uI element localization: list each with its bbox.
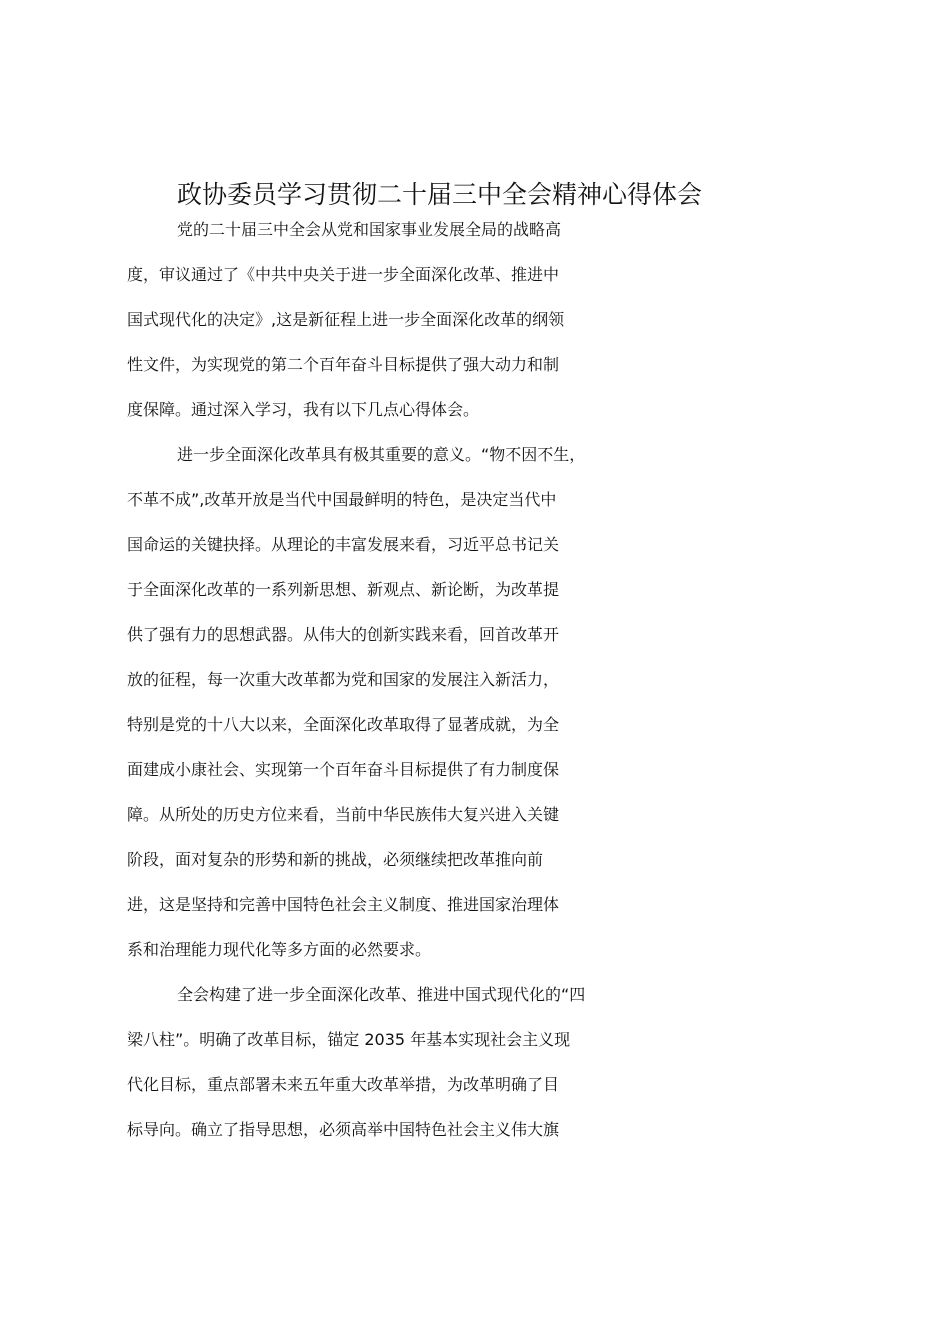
text-line: 系和治理能力现代化等多方面的必然要求。 [127, 940, 432, 959]
text-line: 国式现代化的决定》,这是新征程上进一步全面深化改革的纲领 [127, 310, 565, 329]
paragraph-3 [127, 982, 827, 1162]
text-line: 于全面深化改革的一系列新思想、新观点、新论断，为改革提 [127, 580, 560, 599]
paragraph-2 [127, 442, 827, 982]
text-line: 特别是党的十八大以来，全面深化改革取得了显著成就，为全 [127, 715, 560, 734]
text-line: 代化目标，重点部署未来五年重大改革举措，为改革明确了目 [127, 1075, 560, 1094]
text-line: 度，审议通过了《中共中央关于进一步全面深化改革、推进中 [127, 265, 560, 284]
text-line: 进一步全面深化改革具有极其重要的意义。“物不因不生， [177, 445, 586, 464]
document-body [127, 172, 827, 1162]
document-title: 政协委员学习贯彻二十届三中全会精神心得体会 [177, 180, 703, 209]
text-line: 面建成小康社会、实现第一个百年奋斗目标提供了有力制度保 [127, 760, 560, 779]
text-line: 供了强有力的思想武器。从伟大的创新实践来看，回首改革开 [127, 625, 560, 644]
text-line: 放的征程，每一次重大改革都为党和国家的发展注入新活力， [127, 670, 560, 689]
text-line: 标导向。确立了指导思想，必须高举中国特色社会主义伟大旗 [127, 1120, 560, 1139]
text-line: 全会构建了进一步全面深化改革、推进中国式现代化的“四 [177, 985, 586, 1004]
text-line: 性文件，为实现党的第二个百年奋斗目标提供了强大动力和制 [127, 355, 560, 374]
paragraph-1 [127, 217, 827, 442]
text-line: 障。从所处的历史方位来看，当前中华民族伟大复兴进入关键 [127, 805, 560, 824]
text-line: 进，这是坚持和完善中国特色社会主义制度、推进国家治理体 [127, 895, 560, 914]
text-line: 不革不成”,改革开放是当代中国最鲜明的特色，是决定当代中 [127, 490, 557, 509]
text-line: 度保障。通过深入学习，我有以下几点心得体会。 [127, 400, 480, 419]
text-line: 阶段，面对复杂的形势和新的挑战，必须继续把改革推向前 [127, 850, 544, 869]
text-line: 梁八柱”。明确了改革目标，锚定 2035 年基本实现社会主义现 [127, 1030, 571, 1049]
text-line: 党的二十届三中全会从党和国家事业发展全局的战略高 [177, 220, 562, 239]
text-line: 国命运的关键抉择。从理论的丰富发展来看，习近平总书记关 [127, 535, 560, 554]
